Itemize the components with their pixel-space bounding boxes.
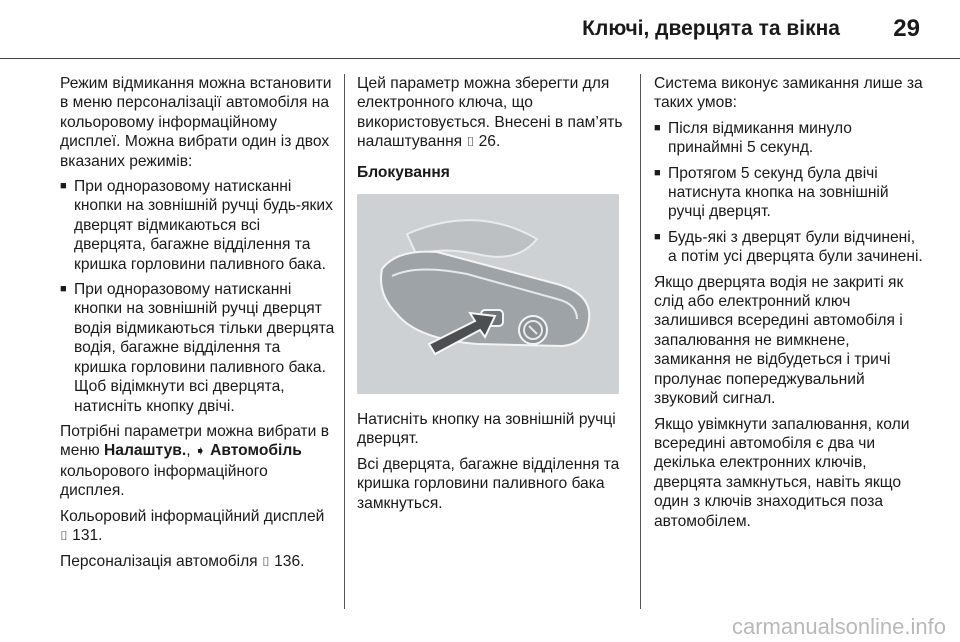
- lock-conditions-list: [654, 119, 924, 267]
- page-ref-icon: ⌷: [466, 135, 475, 151]
- page-number: 29: [893, 15, 920, 42]
- watermark: carmanualsonline.info: [731, 614, 946, 639]
- list-item: ■ Протягом 5 секунд була двічі натиснута кнопка на зовнішній ручці дверцят.: [654, 164, 924, 222]
- paragraph: Цей параметр можна зберегти для електронного ключа, що використовується. Внесені в пам’ять налаштування ⌷ 26.: [357, 75, 623, 151]
- menu-arrow-icon: ➧: [194, 444, 206, 460]
- column-3: [654, 74, 924, 537]
- paragraph: Якщо увімкнути запалювання, коли всередині автомобіля є два чи декілька електронних ключів, дверцята замкнуться, навіть якщо один з ключів знаходиться поза автомобілем.: [654, 415, 910, 530]
- paragraph: Система виконує замикання лише за таких умов:: [654, 75, 923, 112]
- column-divider: [640, 74, 641, 609]
- page-ref-icon: ⌷: [261, 555, 270, 571]
- cross-reference: Кольоровий інформаційний дисплей ⌷ 131.: [60, 507, 325, 544]
- figure-caption: Натисніть кнопку на зовнішній ручці дверцят.: [357, 411, 616, 448]
- list-item: ■ При одноразовому натисканні кнопки на зовнішній ручці дверцят водія відмикаються тільки дверцята водія, багажне відділення та кришка горловини паливного бака. Щоб відімкнути всі дверцята, натисніть кнопку двічі.: [60, 280, 336, 416]
- intro-paragraph: Режим відмикання можна встановити в меню персоналізації автомобіля на кольоровому інформаційному дисплеї. Можна вибрати один із двох вказаних режимів:: [60, 75, 332, 170]
- door-handle-illustration: [357, 194, 619, 394]
- menu-settings: Налаштув.: [104, 442, 187, 460]
- settings-paragraph: Потрібні параметри можна вибрати в меню Налаштув., ➧ Автомобіль кольорового інформаційного дисплея.: [60, 422, 330, 500]
- list-item: ■ Після відмикання минуло принаймні 5 секунд.: [654, 119, 924, 158]
- list-item: ■ При одноразовому натисканні кнопки на зовнішній ручці будь-яких дверцят відмикаються всі дверцята, багажне відділення та кришка горловини паливного бака.: [60, 177, 336, 274]
- paragraph: Якщо дверцята водія не закриті як слід або електронний ключ залишився всередині автомобіля і запалювання не вимкнене, замикання не відбудеться і тричі пролунає попереджувальний звуковий сигнал.: [654, 273, 904, 408]
- column-divider: [344, 74, 345, 609]
- menu-vehicle: Автомобіль: [210, 442, 302, 460]
- column-2: [357, 74, 627, 519]
- list-item: ■ Будь-які з дверцят були відчинені, а потім усі дверцята були зачинені.: [654, 228, 924, 267]
- column-1: [60, 74, 336, 579]
- paragraph: Всі дверцята, багажне відділення та кришка горловини паливного бака замкнуться.: [357, 455, 620, 512]
- door-handle-icon: [357, 194, 619, 394]
- cross-reference: Персоналізація автомобіля ⌷ 136.: [60, 553, 305, 571]
- section-title: Ключі, дверцята та вікна: [582, 17, 840, 40]
- subsection-heading: Блокування: [357, 163, 450, 181]
- header-rule: [0, 58, 960, 59]
- page-ref-icon: ⌷: [60, 528, 68, 544]
- unlock-mode-list: [60, 177, 336, 416]
- page-header: [0, 0, 960, 56]
